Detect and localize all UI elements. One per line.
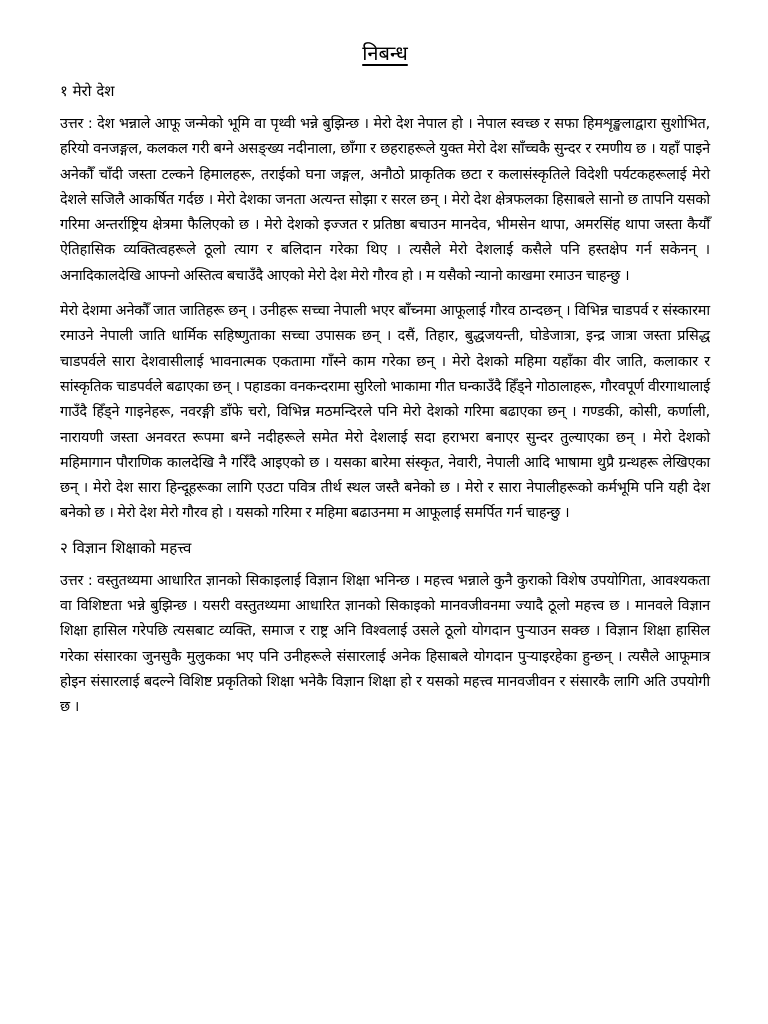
section-heading: २ विज्ञान शिक्षाको महत्त्व: [60, 538, 192, 557]
document-title-text: निबन्ध: [362, 41, 408, 65]
section-heading: १ मेरो देश: [60, 82, 115, 100]
paragraph: उत्तर : वस्तुतथ्यमा आधारित ज्ञानको सिकाइलाई विज्ञान शिक्षा भनिन्छ । महत्त्व भन्नाले कुनै कुराको विशेष उपयोगिता, आवश्यकता वा विशिष्टता भन्ने बुझिन्छ । यसरी वस्तुतथ्यमा आधारित ज्ञानको सिकाइको मानवजीवनमा ज्यादै ठूलो महत्त्व छ । मानवले विज्ञान शिक्षा हासिल गरेपछि त्यसबाट व्यक्ति, समाज र राष्ट्र अनि विश्वलाई उसले ठूलो योगदान पुर्‍याउन सक्छ । विज्ञान शिक्षा हासिल गरेका संसारका जुनसुकै मुलुकका भए पनि उनीहरूले संसारलाई अनेक हिसाबले योगदान पुर्‍याइरहेका हुन्छन् । त्यसैले आफूमात्र होइन संसारलाई बदल्ने विशिष्ट प्रकृतिको शिक्षा भनेकै विज्ञान शिक्षा हो र यसको महत्त्व मानवजीवन र संसारकै लागि अति उपयोगी छ ।: [60, 572, 710, 716]
paragraph: उत्तर : देश भन्नाले आफू जन्मेको भूमि वा पृथ्वी भन्ने बुझिन्छ । मेरो देश नेपाल हो । नेपाल स्वच्छ र सफा हिमशृङ्खलाद्वारा सुशोभित, हरियो वनजङ्गल, कलकल गरी बग्ने असङ्ख्य नदीनाला, छाँगा र छहराहरूले युक्त मेरो देश साँच्चकै सुन्दर र रमणीय छ । यहाँ पाइने अनेकौँ चाँदी जस्ता टल्कने हिमालहरू, तराईको घना जङ्गल, अनौठो प्राकृतिक छटा र कलासंस्कृतिले विदेशी पर्यटकहरूलाई मेरो देशले सजिलै आकर्षित गर्दछ । मेरो देशका जनता अत्यन्त सोझा र सरल छन् । मेरो देश क्षेत्रफलका हिसाबले सानो छ तापनि यसको गरिमा अन्तर्राष्ट्रिय क्षेत्रमा फैलिएको छ । मेरो देशको इज्जत र प्रतिष्ठा बचाउन मानदेव, भीमसेन थापा, अमरसिंह थापा जस्ता कैयौँ ऐतिहासिक व्यक्तित्वहरूले ठूलो त्याग र बलिदान गरेका थिए । त्यसैले मेरो देशलाई कसैले पनि हस्तक्षेप गर्न सकेनन् । अनादिकालदेखि आफ्नो अस्तित्व बचाउँदै आएको मेरो देश मेरो गौरव हो । म यसैको न्यानो काखमा रमाउन चाहन्छु ।: [60, 116, 710, 284]
paragraph: मेरो देशमा अनेकौँ जात जातिहरू छन् । उनीहरू सच्चा नेपाली भएर बाँच्नमा आफूलाई गौरव ठान्दछन् । विभिन्न चाडपर्व र संस्कारमा रमाउने नेपाली जाति धार्मिक सहिष्णुताका सच्चा उपासक छन् । दसैं, तिहार, बुद्धजयन्ती, घोडेजात्रा, इन्द्र जात्रा जस्ता प्रसिद्ध चाडपर्वले सारा देशवासीलाई भावनात्मक एकतामा गाँस्ने काम गरेका छन् । मेरो देशको महिमा यहाँका वीर जाति, कलाकार र सांस्कृतिक चाडपर्वले बढाएका छन् । पहाडका वनकन्दरामा सुरिलो भाकामा गीत घन्काउँदै हिँड्ने गोठालाहरू, गौरवपूर्ण वीरगाथालाई गाउँदै हिँड्ने गाइनेहरू, नवरङ्गी डाँफे चरो, विभिन्न मठमन्दिरले पनि मेरो देशको गरिमा बढाएका छन् । गण्डकी, कोसी, कर्णाली, नारायणी जस्ता अनवरत रूपमा बग्ने नदीहरूले समेत मेरो देशलाई सदा हराभरा बनाएर सुन्दर तुल्याएका छन् । मेरो देशको महिमागान पौराणिक कालदेखि नै गरिँदै आइएको छ । यसका बारेमा संस्कृत, नेवारी, नेपाली आदि भाषामा थुप्रै ग्रन्थहरू लेखिएका छन् । मेरो देश सारा हिन्दूहरूका लागि एउटा पवित्र तीर्थ स्थल जस्तै बनेको छ । मेरो र सारा नेपालीहरूको कर्मभूमि पनि यही देश बनेको छ । मेरो देश मेरो गौरव हो । यसको गरिमा र महिमा बढाउनमा म आफूलाई समर्पित गर्न चाहन्छु ।: [60, 303, 710, 522]
essay-section-1: [60, 80, 710, 527]
document-title: [60, 40, 710, 66]
essay-section-2: [60, 537, 710, 721]
